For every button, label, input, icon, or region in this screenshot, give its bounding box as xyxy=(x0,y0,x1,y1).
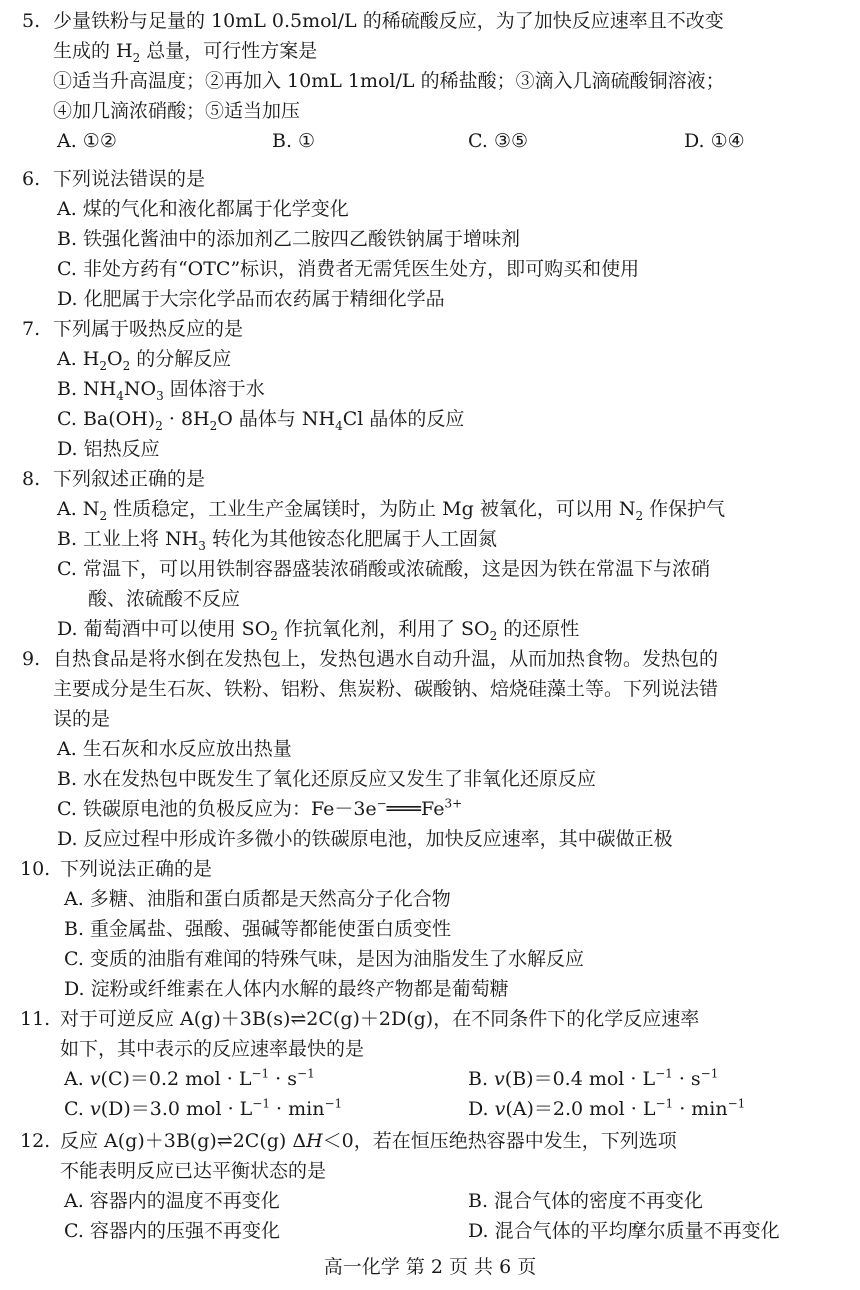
page-footer: 高一化学 第 2 页 共 6 页 xyxy=(323,1256,537,1278)
q9-option-b: B. 水在发热包中既发生了氧化还原反应又发生了非氧化还原反应 xyxy=(57,768,597,790)
q5-option-d: D. ①④ xyxy=(684,130,745,152)
q11-stem-line2: 如下，其中表示的反应速率最快的是 xyxy=(60,1038,365,1060)
q10-stem: 下列说法正确的是 xyxy=(60,858,213,880)
q8-stem: 下列叙述正确的是 xyxy=(53,468,206,490)
q9-stem-line2: 主要成分是生石灰、铁粉、铝粉、焦炭粉、碳酸钠、焙烧硅藻土等。下列说法错 xyxy=(53,678,719,700)
q12-option-a: A. 容器内的温度不再变化 xyxy=(64,1190,280,1212)
q7-option-d: D. 铝热反应 xyxy=(57,438,160,460)
q12-option-d: D. 混合气体的平均摩尔质量不再变化 xyxy=(468,1220,780,1242)
q5-statements-line1: ①适当升高温度；②再加入 10mL 1mol/L 的稀盐酸；③滴入几滴硫酸铜溶液； xyxy=(53,70,725,92)
q12-option-b: B. 混合气体的密度不再变化 xyxy=(468,1190,704,1212)
q9-stem-line1: 自热食品是将水倒在发热包上，发热包遇水自动升温，从而加热食物。发热包的 xyxy=(53,648,719,670)
q6-option-a: A. 煤的气化和液化都属于化学变化 xyxy=(57,198,349,220)
q11-number: 11. xyxy=(20,1008,51,1030)
q11-option-c: C. v(D)＝3.0 mol · $L^{-1} \cdot \min^{-1}$ xyxy=(64,1096,343,1120)
q9-number: 9. xyxy=(22,648,41,670)
q6-option-c: C. 非处方药有“OTC”标识，消费者无需凭医生处方，即可购买和使用 xyxy=(57,258,640,280)
q12-stem-line2: 不能表明反应已达平衡状态的是 xyxy=(60,1160,327,1182)
q5-stem-line1: 少量铁粉与足量的 10mL 0.5mol/L 的稀硫酸反应，为了加快反应速率且不改变 xyxy=(53,10,724,32)
q9-option-d: D. 反应过程中形成许多微小的铁碳原电池，加快反应速率，其中碳做正极 xyxy=(57,828,673,850)
q8-option-b: B. 工业上将 $NH_3$ 转化为其他铵态化肥属于人工固氮 xyxy=(57,528,497,553)
q8-option-c-line2: 酸、浓硫酸不反应 xyxy=(88,588,241,610)
q5-stem-line2: 生成的 $H_2$ 总量，可行性方案是 xyxy=(53,40,318,65)
q8-number: 8. xyxy=(22,468,41,490)
q12-option-c: C. 容器内的压强不再变化 xyxy=(64,1220,280,1242)
q10-option-c: C. 变质的油脂有难闻的特殊气味，是因为油脂发生了水解反应 xyxy=(64,948,584,970)
q7-option-a: A. $H_2O_2$ 的分解反应 xyxy=(57,348,232,373)
q5-option-c: C. ③⑤ xyxy=(468,130,529,152)
q11-option-b: B. v(B)＝0.4 mol · $L^{-1} \cdot s^{-1}$ xyxy=(468,1066,719,1090)
q9-option-a: A. 生石灰和水反应放出热量 xyxy=(57,738,292,760)
q5-number: 5. xyxy=(22,10,41,32)
q10-option-a: A. 多糖、油脂和蛋白质都是天然高分子化合物 xyxy=(64,888,451,910)
q9-stem-line3: 误的是 xyxy=(53,708,111,730)
q8-option-d: D. 葡萄酒中可以使用 $SO_2$ 作抗氧化剂，利用了 $SO_2$ 的还原性 xyxy=(57,618,580,643)
q7-number: 7. xyxy=(22,318,41,340)
q12-number: 12. xyxy=(20,1130,51,1152)
q5-option-a: A. ①② xyxy=(57,130,117,152)
q6-number: 6. xyxy=(22,168,41,190)
q11-stem-line1: 对于可逆反应 A(g)＋3B(s)⇌2C(g)＋2D(g)，在不同条件下的化学反应速率 xyxy=(60,1008,700,1030)
q6-stem: 下列说法错误的是 xyxy=(53,168,206,190)
q6-option-d: D. 化肥属于大宗化学品而农药属于精细化学品 xyxy=(57,288,445,310)
q10-option-b: B. 重金属盐、强酸、强碱等都能使蛋白质变性 xyxy=(64,918,452,940)
q10-number: 10. xyxy=(20,858,51,880)
q12-stem-line1: 反应 A(g)＋3B(g)⇌2C(g) ΔH＜0，若在恒压绝热容器中发生，下列选项 xyxy=(60,1130,677,1152)
q6-option-b: B. 铁强化酱油中的添加剂乙二胺四乙酸铁钠属于增味剂 xyxy=(57,228,521,250)
q8-option-c-line1: C. 常温下，可以用铁制容器盛装浓硝酸或浓硫酸，这是因为铁在常温下与浓硝 xyxy=(57,558,710,580)
q7-option-b: B. $NH_4NO_3$ 固体溶于水 xyxy=(57,378,265,403)
q7-stem: 下列属于吸热反应的是 xyxy=(53,318,244,340)
q8-option-a: A. $N_2$ 性质稳定，工业生产金属镁时，为防止 Mg 被氧化，可以用 $N_2$ 作保护气 xyxy=(57,498,726,523)
q7-option-c: C. $Ba(OH)_2 \cdot 8H_2O$ 晶体与 $NH_4Cl$ 晶体的反应 xyxy=(57,408,465,433)
q11-option-d: D. v(A)＝2.0 mol · $L^{-1} \cdot \min^{-1}$ xyxy=(468,1096,746,1120)
q9-option-c: C. 铁碳原电池的负极反应为：$Fe-3e^-═══Fe^{3+}$ xyxy=(57,796,463,820)
q5-option-b: B. ① xyxy=(272,130,316,152)
q5-statements-line2: ④加几滴浓硝酸；⑤适当加压 xyxy=(53,100,301,122)
q10-option-d: D. 淀粉或纤维素在人体内水解的最终产物都是葡萄糖 xyxy=(64,978,509,1000)
q11-option-a: A. v(C)＝0.2 mol · $L^{-1} \cdot s^{-1}$ xyxy=(64,1066,315,1090)
